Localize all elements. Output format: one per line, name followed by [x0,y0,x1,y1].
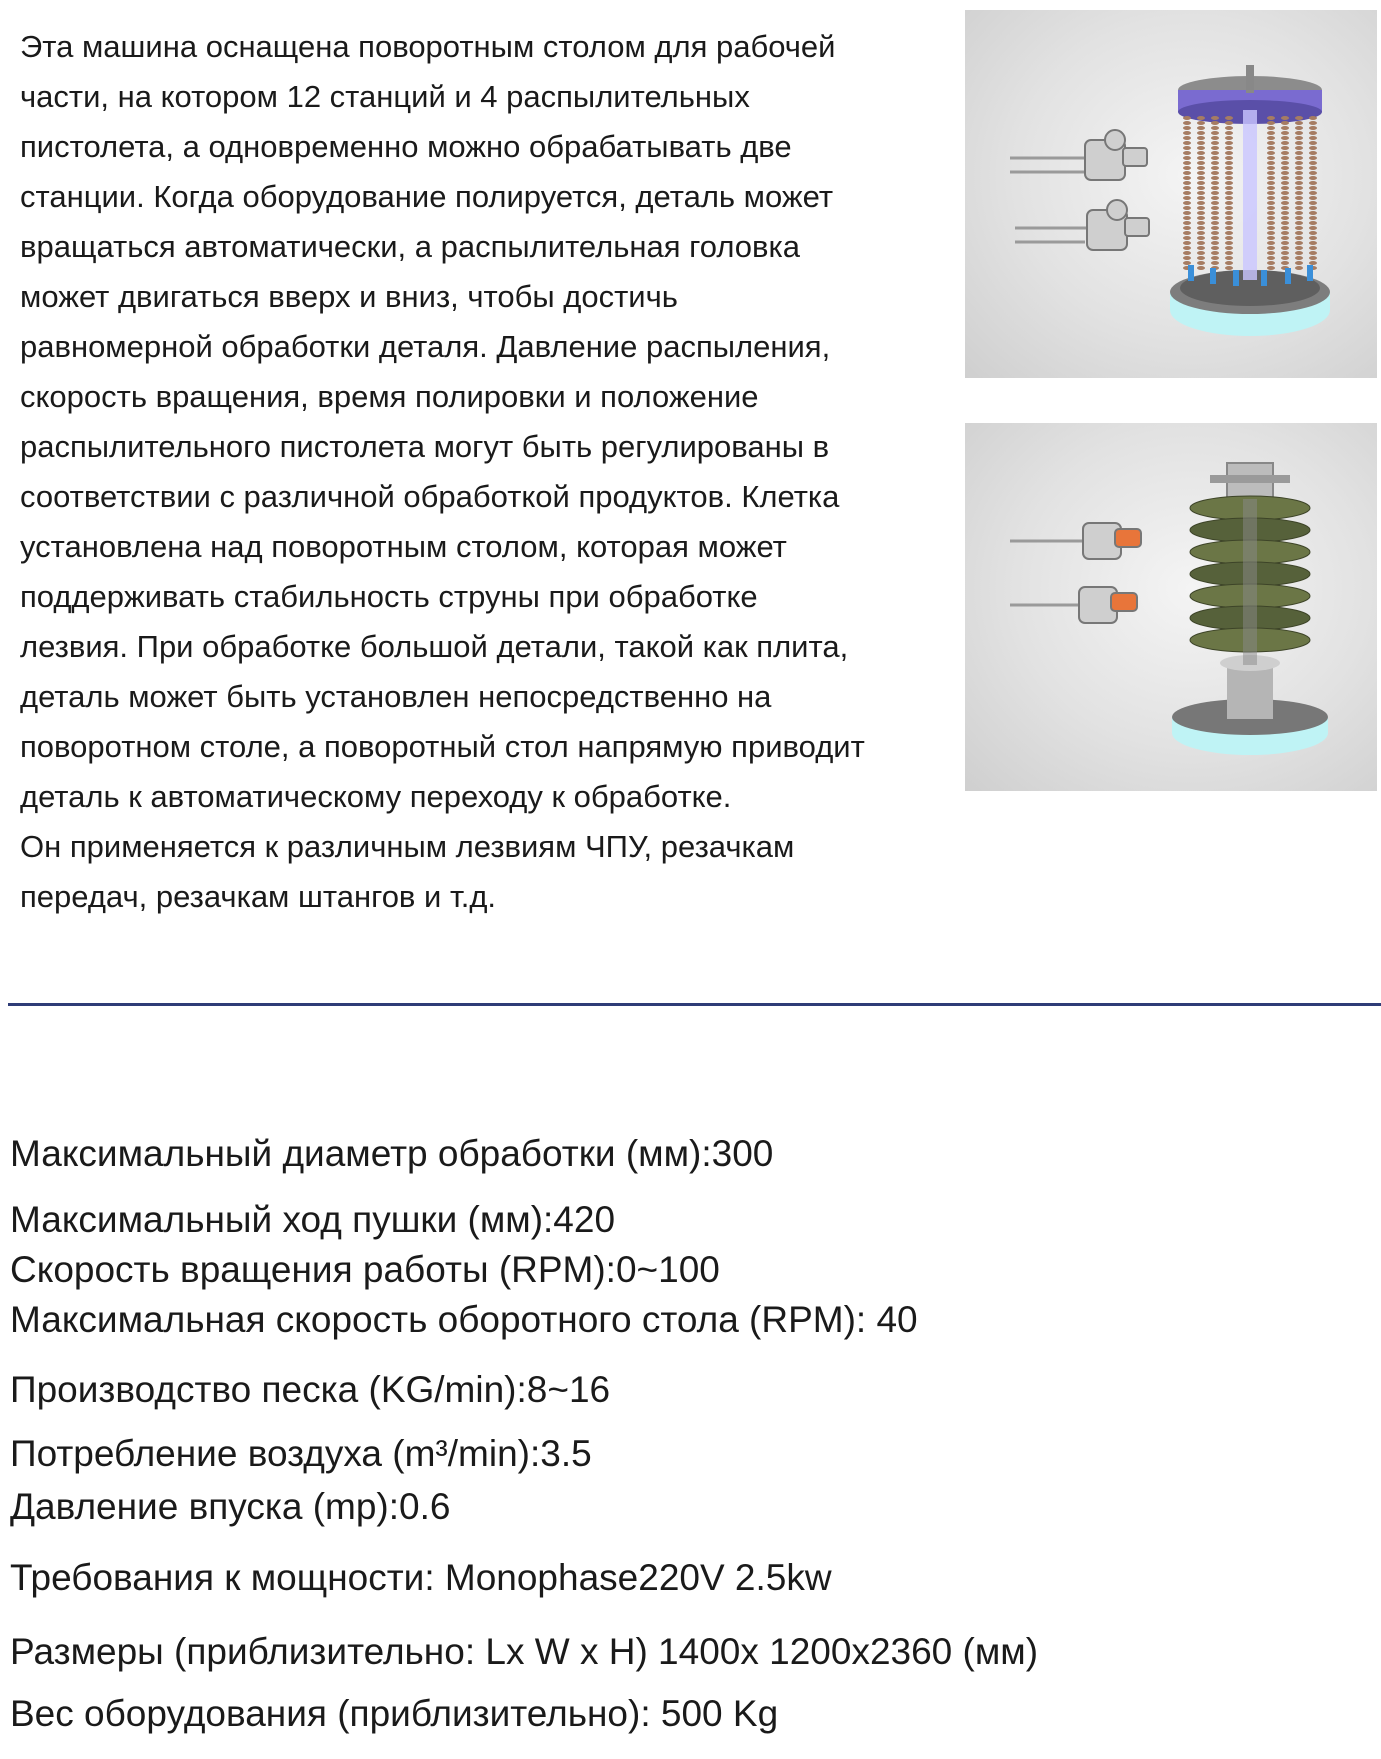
description-line: станции. Когда оборудование полируется, деталь может [20,179,834,214]
description-line: скорость вращения, время полировки и положение [20,379,759,414]
spec-max-diameter: Максимальный диаметр обработки (мм):300 [10,1133,774,1174]
spec-weight: Вес оборудования (приблизительно): 500 Kg [10,1693,779,1734]
turntable-rods-image [965,10,1377,378]
spec-air-consumption: Потребление воздуха (m³/min):3.5 [10,1433,592,1474]
description-line: Эта машина оснащена поворотным столом для рабочей [20,29,836,64]
turntable-rods-illustration [965,10,1377,378]
description-line: пистолета, а одновременно можно обрабатывать две [20,129,792,164]
spec-power: Требования к мощности: Monophase220V 2.5kw [10,1557,832,1598]
spec-rotation-speed: Скорость вращения работы (RPM):0~100 [10,1249,720,1290]
description-line: Он применяется к различным лезвиям ЧПУ, резачкам [20,829,795,864]
description-line: вращаться автоматически, а распылительная головка [20,229,800,264]
description-line: распылительного пистолета могут быть регулированы в [20,429,830,464]
spec-sand-output: Производство песка (KG/min):8~16 [10,1369,611,1410]
spindle-blades-image [965,423,1377,791]
description-line: соответствии с различной обработкой продуктов. Клетка [20,479,840,514]
spindle-blades-illustration [965,423,1377,791]
description-line: лезвия. При обработке большой детали, такой как плита, [20,629,849,664]
spec-turntable-speed: Максимальная скорость оборотного стола (RPM): 40 [10,1299,918,1340]
description-line: поддерживать стабильность струны при обработке [20,579,758,614]
description-line: деталь к автоматическому переходу к обработке. [20,779,732,814]
description-line: установлена над поворотным столом, которая может [20,529,787,564]
spec-dimensions: Размеры (приблизительно: Lx W x H) 1400x 1200x2360 (мм) [10,1631,1039,1672]
machine-description [20,22,960,922]
description-line: части, на котором 12 станций и 4 распылительных [20,79,750,114]
description-line: равномерной обработки деталя. Давление распыления, [20,329,831,364]
description-line: передач, резачкам штангов и т.д. [20,879,497,914]
spec-inlet-pressure: Давление впуска (mp):0.6 [10,1486,451,1527]
section-divider [8,1003,1381,1006]
description-line: деталь может быть установлен непосредственно на [20,679,772,714]
description-line: может двигаться вверх и вниз, чтобы достичь [20,279,678,314]
description-line: поворотном столе, а поворотный стол напрямую приводит [20,729,865,764]
spec-gun-stroke: Максимальный ход пушки (мм):420 [10,1199,616,1240]
